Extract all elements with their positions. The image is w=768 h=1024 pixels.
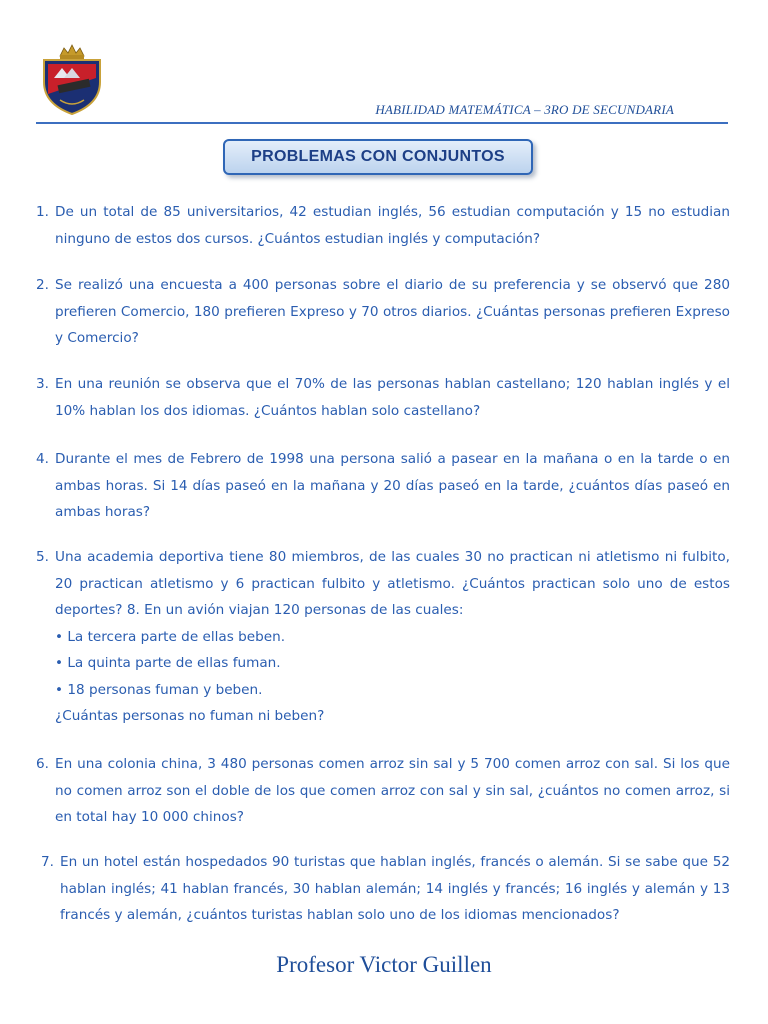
problem-item xyxy=(36,371,730,424)
page-title: PROBLEMAS CON CONJUNTOS xyxy=(251,148,505,165)
problem-number: 1. xyxy=(36,204,49,220)
problem-text: En una colonia china, 3 480 personas comen arroz sin sal y 5 700 comen arroz con sal. Si los que no comen arroz son el doble de los que comen arroz con sal y sin sal, ¿cuántos no comen arroz, si en total hay 10 000 chinos? xyxy=(55,756,730,825)
problem-number: 2. xyxy=(36,277,49,293)
problem-item xyxy=(36,751,730,831)
problem-text: Una academia deportiva tiene 80 miembros, de las cuales 30 no practican ni atletismo ni fulbito, 20 practican atletismo y 6 practican fulbito y atletismo. ¿Cuántos practican solo uno de estos deportes? 8. En un avión viajan 120 personas de las cuales: xyxy=(55,549,730,618)
problem-bullet: • 18 personas fuman y beben. xyxy=(55,681,263,698)
problem-item xyxy=(36,272,730,352)
problem-text: Se realizó una encuesta a 400 personas sobre el diario de su preferencia y se observó que 280 prefieren Comercio, 180 prefieren Expreso y 70 otros diarios. ¿Cuántas personas prefieren Expreso y Comercio? xyxy=(55,277,730,346)
problem-question: ¿Cuántas personas no fuman ni beben? xyxy=(55,708,325,724)
problem-text: En un hotel están hospedados 90 turistas que hablan inglés, francés o alemán. Si se sabe que 52 hablan inglés; 41 hablan francés, 30 hablan alemán; 14 inglés y francés; 16 inglés y alemán y 13 francés y alemán, ¿cuántos turistas hablan solo uno de los idiomas mencionados? xyxy=(60,854,730,923)
problem-bullet: • La tercera parte de ellas beben. xyxy=(55,628,286,645)
problem-text: En una reunión se observa que el 70% de las personas hablan castellano; 120 hablan inglés y el 10% hablan los dos idiomas. ¿Cuántos hablan solo castellano? xyxy=(55,376,730,419)
problem-number: 4. xyxy=(36,451,49,467)
problem-text: Durante el mes de Febrero de 1998 una persona salió a pasear en la mañana o en la tarde o en ambas horas. Si 14 días paseó en la mañana y 20 días paseó en la tarde, ¿cuántos días paseó en ambas horas? xyxy=(55,451,730,520)
problem-item xyxy=(36,849,730,929)
title-box xyxy=(223,139,533,175)
problem-text: De un total de 85 universitarios, 42 estudian inglés, 56 estudian computación y 15 no estudian ninguno de estos dos cursos. ¿Cuántos estudian inglés y computación? xyxy=(55,204,730,247)
school-crest-logo xyxy=(40,42,104,116)
problem-number: 3. xyxy=(36,376,49,392)
problem-number: 5. xyxy=(36,549,49,565)
problem-item xyxy=(36,446,730,526)
problem-item xyxy=(36,544,730,730)
problem-number: 6. xyxy=(36,756,49,772)
footer-author: Profesor Victor Guillen xyxy=(276,952,492,977)
problem-number: 7. xyxy=(41,854,54,870)
header-rule xyxy=(36,122,728,124)
problem-bullet: • La quinta parte de ellas fuman. xyxy=(55,655,281,671)
header-subtitle: HABILIDAD MATEMÁTICA – 3RO DE SECUNDARIA xyxy=(375,102,674,117)
problem-item xyxy=(36,199,730,252)
